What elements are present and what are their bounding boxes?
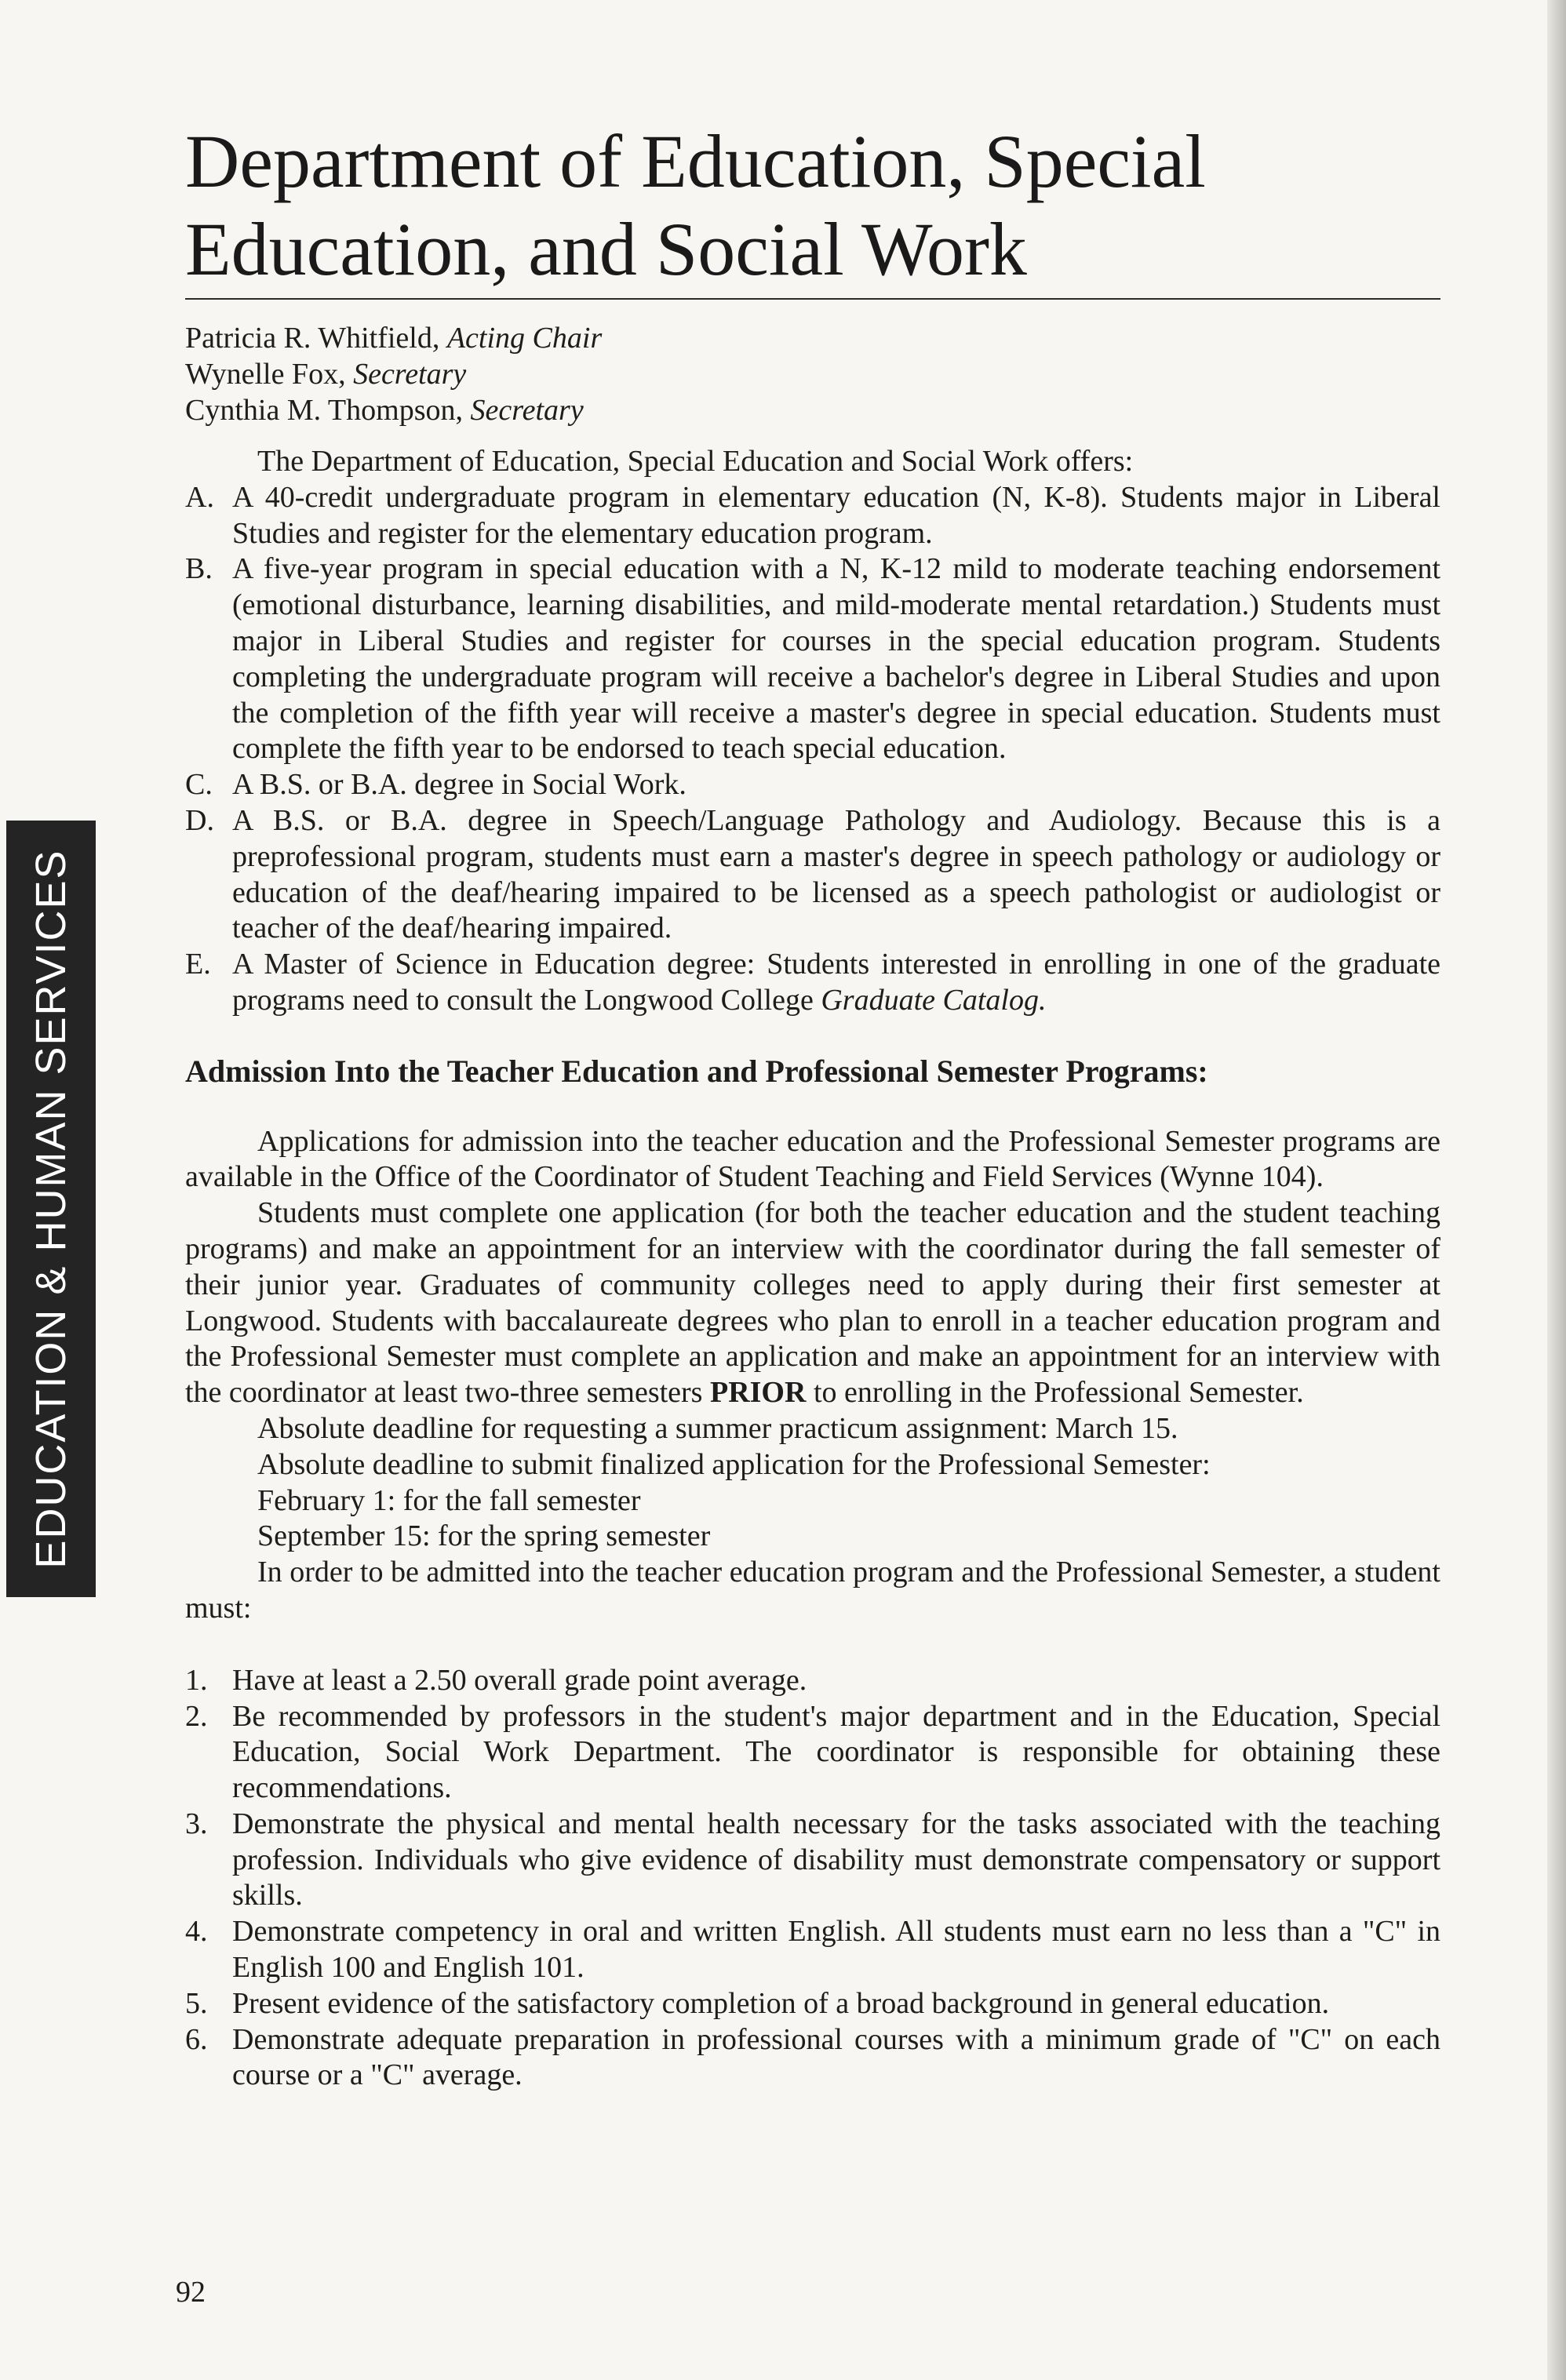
admission-emphasis: PRIOR <box>709 1376 807 1410</box>
offer-text: A B.S. or B.A. degree in Speech/Language Pathology and Audiology. Because this is a preprofessional program, students must earn a master's degree in speech pathology or audiology or education of the deaf/hearing impaired to be licensed as a speech pathologist or audiologist or teacher of the deaf/hearing impaired. <box>232 803 1440 945</box>
requirement-item <box>185 1663 1440 1699</box>
staff-list <box>185 320 602 428</box>
requirement-item <box>185 1914 1440 1986</box>
offer-marker: D. <box>185 803 214 837</box>
deadline-professional: Absolute deadline to submit finalized application for the Professional Semester: <box>257 1447 1211 1481</box>
offer-marker: C. <box>185 768 213 802</box>
requirements-intro: In order to be admitted into the teacher education program and the Professional Semester, a student must: <box>185 1556 1440 1625</box>
staff-role: Secretary <box>470 394 584 427</box>
offer-text: A five-year program in special education with a N, K-12 mild to moderate teaching endorsement (emotional disturbance, learning disabilities, and mild-moderate mental retardation.) Students must major in Liberal Studies and register for courses in the special education program. Students completing the undergraduate program will receive a bachelor's degree in Liberal Studies and upon the completion of the fifth year will receive a master's degree in special education. Students must complete the fifth year to be endorsed to teach special education. <box>232 552 1440 766</box>
requirement-text: Be recommended by professors in the student's major department and in the Education, Special Education, Social Work Department. The coordinator is responsible for obtaining these recommendations. <box>232 1699 1440 1805</box>
deadline-spring: September 15: for the spring semester <box>257 1519 711 1553</box>
staff-name: Wynelle Fox, <box>185 358 346 391</box>
deadline-summer: Absolute deadline for requesting a summer practicum assignment: March 15. <box>257 1411 1178 1445</box>
section-side-tab-label: EDUCATION & HUMAN SERVICES <box>27 849 75 1569</box>
main-body <box>185 444 1440 2094</box>
page-number: 92 <box>176 2276 206 2309</box>
requirement-item <box>185 1986 1440 2022</box>
requirement-text: Demonstrate competency in oral and written English. All students must earn no less than a "C" in English 100 and English 101. <box>232 1915 1440 1985</box>
staff-name: Patricia R. Whitfield, <box>185 322 440 355</box>
requirements-list <box>185 1663 1440 2094</box>
offer-text: A 40-credit undergraduate program in elementary education (N, K-8). Students major in Liberal Studies and register for the elementary education program. <box>232 480 1440 550</box>
staff-entry <box>185 320 602 356</box>
title-divider <box>185 298 1440 300</box>
offers-intro: The Department of Education, Special Education and Social Work offers: <box>257 445 1134 478</box>
admission-heading: Admission Into the Teacher Education and Professional Semester Programs: <box>185 1053 1208 1089</box>
page-title <box>185 118 1448 293</box>
deadline-fall: February 1: for the fall semester <box>257 1483 641 1517</box>
offer-marker: E. <box>185 948 211 981</box>
requirement-text: Demonstrate adequate preparation in professional courses with a minimum grade of "C" on each course or a "C" average. <box>232 2022 1440 2092</box>
admission-paragraph <box>185 1195 1440 1411</box>
offers-list <box>185 480 1440 1019</box>
offer-item <box>185 551 1440 767</box>
staff-entry <box>185 392 602 428</box>
offer-text: A Master of Science in Education degree: Students interested in enrolling in one of the graduate programs need to consult the Longwood College <box>232 948 1440 1017</box>
page-title-block <box>185 118 1448 293</box>
requirement-text: Have at least a 2.50 overall grade point average. <box>232 1663 807 1697</box>
graduate-catalog-title: Graduate Catalog. <box>821 983 1047 1017</box>
requirement-text: Present evidence of the satisfactory completion of a broad background in general education. <box>232 1986 1330 2020</box>
staff-entry <box>185 356 602 392</box>
offer-marker: A. <box>185 480 214 514</box>
offer-item <box>185 480 1440 552</box>
requirement-marker: 4. <box>185 1915 208 1949</box>
page-edge-shadow <box>1547 0 1566 2380</box>
requirement-marker: 1. <box>185 1663 208 1697</box>
offer-item <box>185 767 1440 803</box>
admission-text: to enrolling in the Professional Semester. <box>806 1376 1304 1410</box>
staff-name: Cynthia M. Thompson, <box>185 394 463 427</box>
requirement-marker: 6. <box>185 2022 208 2056</box>
requirement-item <box>185 1699 1440 1807</box>
requirement-item <box>185 2022 1440 2094</box>
page-title-line-2: Education, and Social Work <box>185 207 1027 291</box>
admission-paragraph: Applications for admission into the teacher education and the Professional Semester programs are available in the Office of the Coordinator of Student Teaching and Field Services (Wynne 104). <box>185 1124 1440 1194</box>
requirement-text: Demonstrate the physical and mental health necessary for the tasks associated with the teaching profession. Individuals who give evidence of disability must demonstrate compensatory or support skills. <box>232 1807 1440 1912</box>
requirement-marker: 3. <box>185 1807 208 1840</box>
offer-item <box>185 803 1440 947</box>
requirement-marker: 2. <box>185 1699 208 1733</box>
section-side-tab <box>6 821 96 1597</box>
offer-text: A B.S. or B.A. degree in Social Work. <box>232 768 686 802</box>
admission-text: Students must complete one application (for both the teacher education and the student teaching programs) and make an appointment for an interview with the coordinator during the fall semester of their junior year. Graduates of community colleges need to apply during their first semester at Longwood. Students with baccalaureate degrees who plan to enroll in a teacher education program and the Professional Semester must complete an application and make an appointment for an interview with the coordinator at least two-three semesters <box>185 1196 1440 1410</box>
offer-item <box>185 947 1440 1019</box>
offer-marker: B. <box>185 552 213 586</box>
staff-role: Secretary <box>353 358 467 391</box>
requirement-marker: 5. <box>185 1986 208 2020</box>
requirement-item <box>185 1807 1440 1914</box>
staff-role: Acting Chair <box>446 322 603 355</box>
page-title-line-1: Department of Education, Special <box>185 119 1206 203</box>
